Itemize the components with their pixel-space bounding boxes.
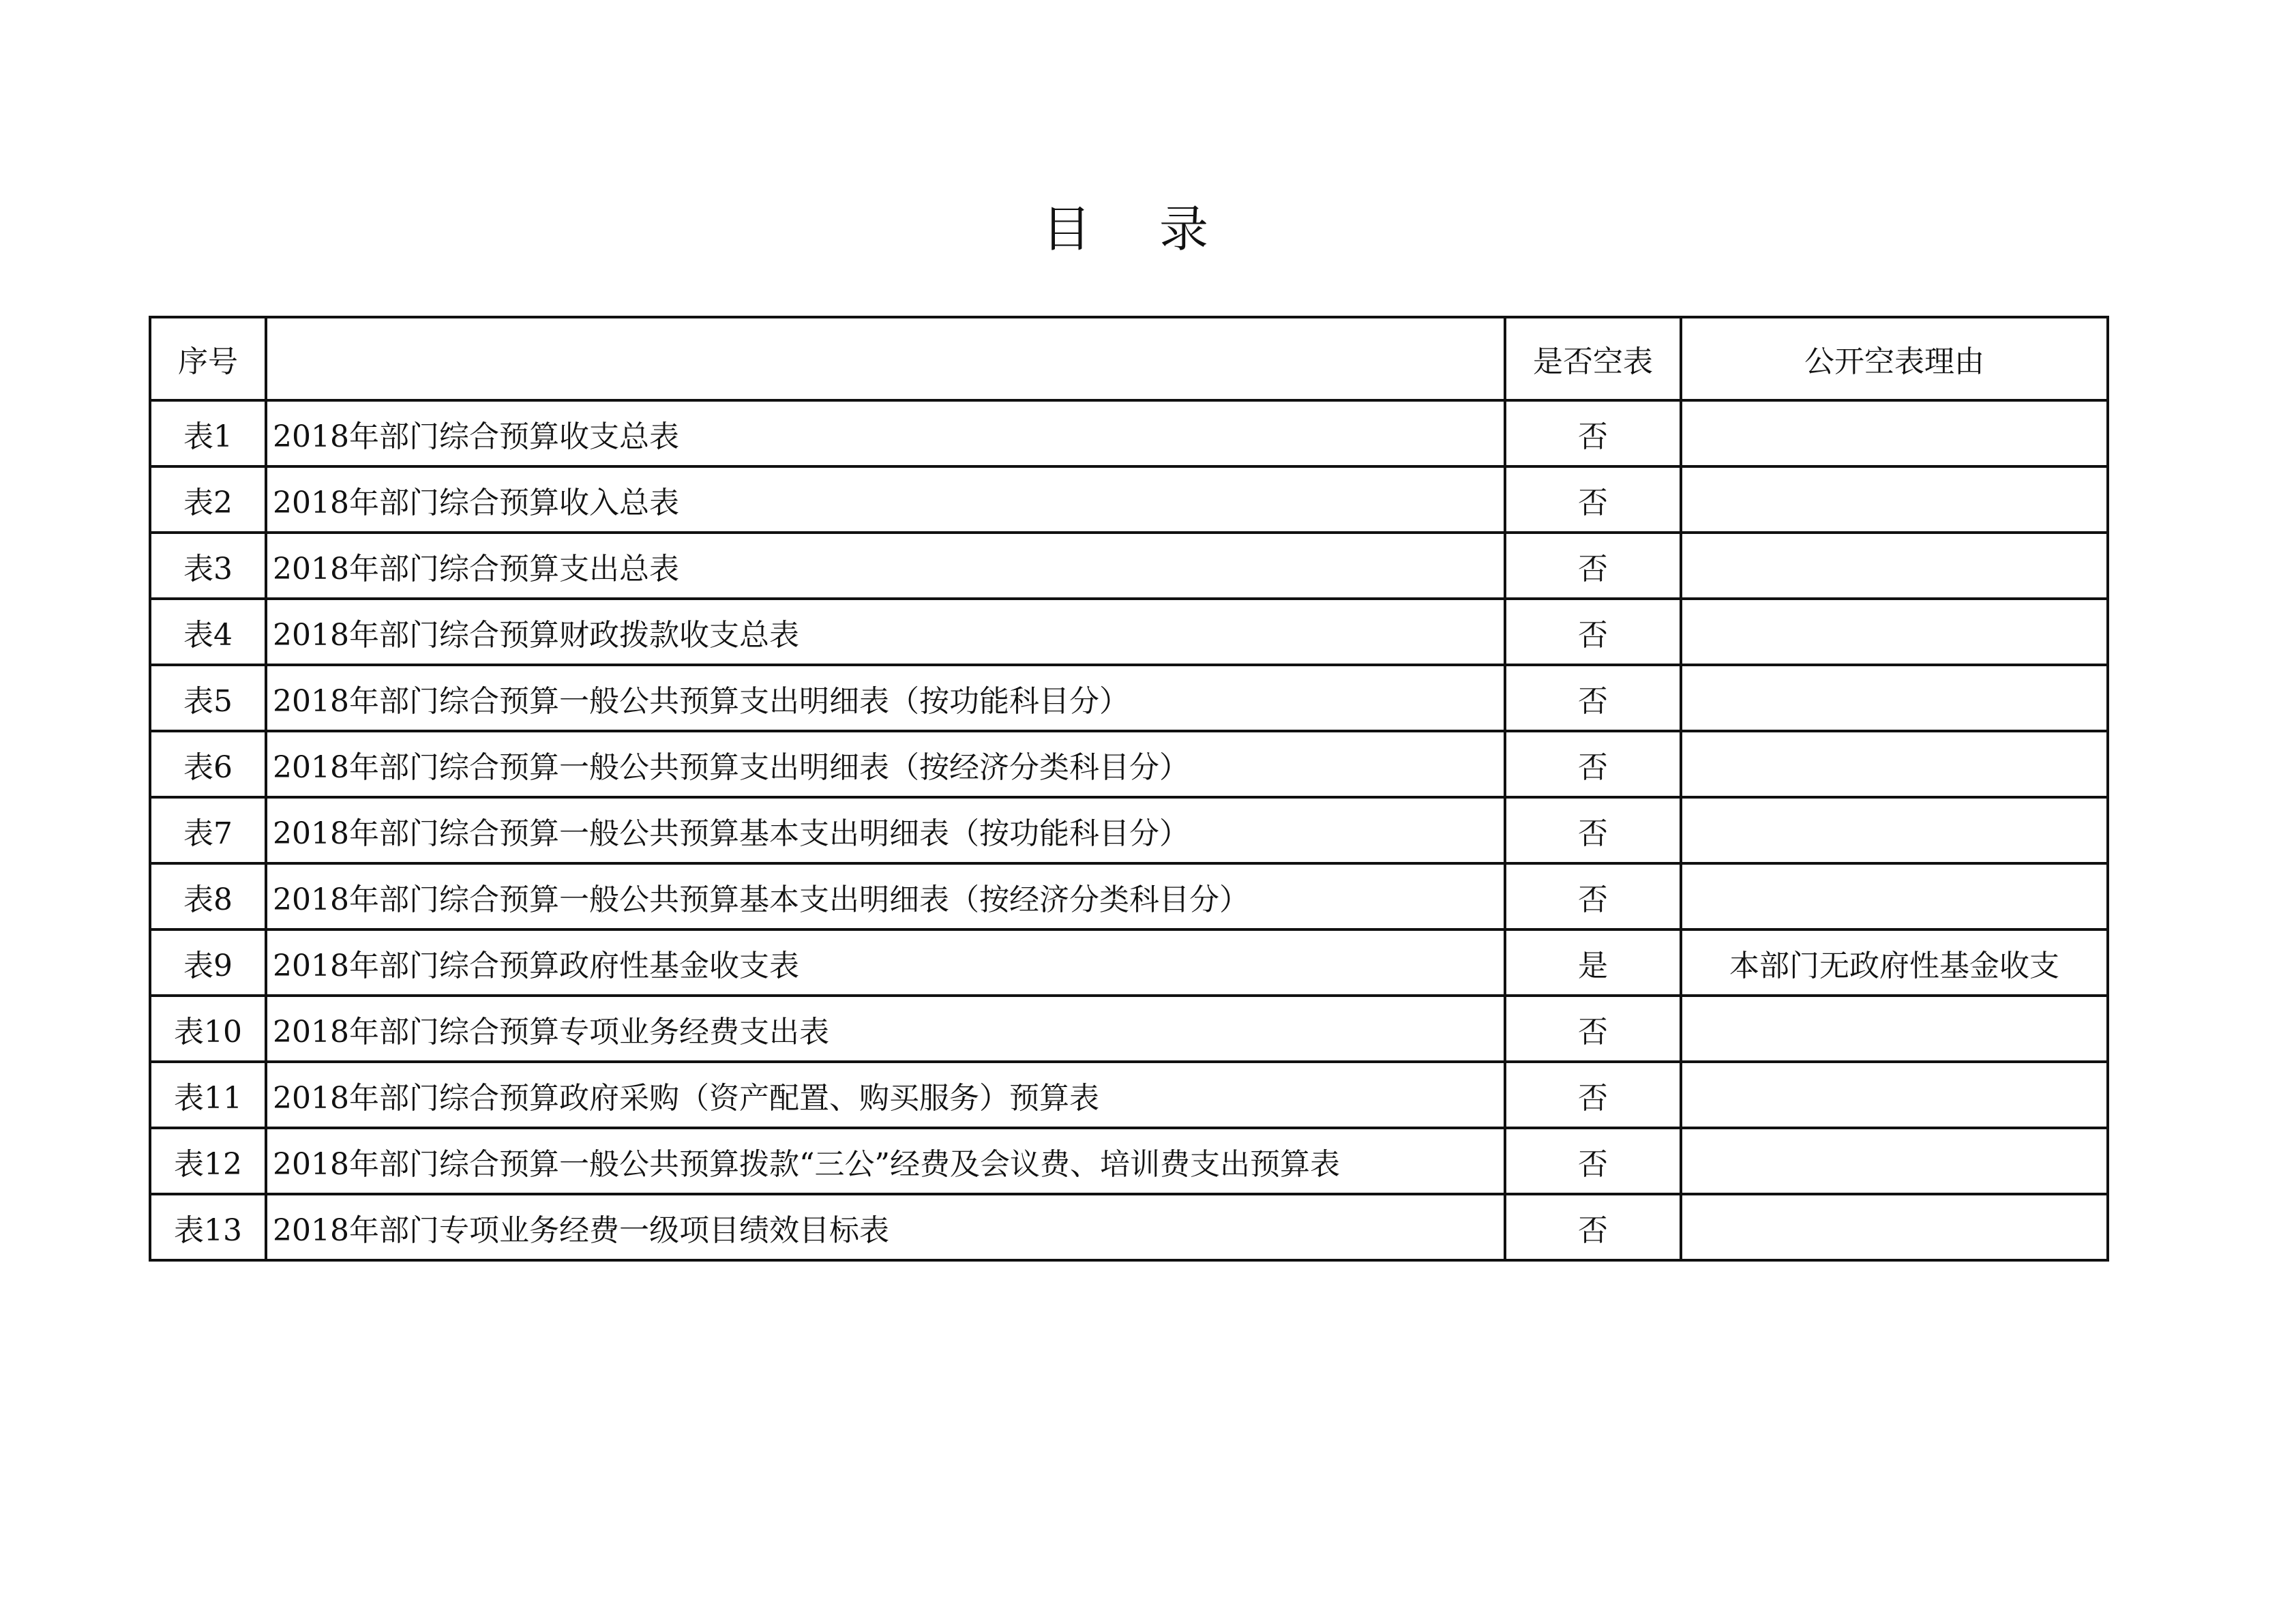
row-is-empty: 是 [1505, 929, 1681, 996]
table-row [150, 731, 2108, 797]
row-seq: 表7 [150, 797, 266, 863]
header-is-empty: 是否空表 [1505, 317, 1681, 400]
row-name: 2018年部门综合预算收入总表 [266, 466, 1505, 533]
row-seq: 表12 [150, 1128, 266, 1194]
row-reason [1681, 400, 2108, 466]
row-seq: 表9 [150, 929, 266, 996]
row-seq: 表10 [150, 996, 266, 1062]
row-is-empty: 否 [1505, 466, 1681, 533]
row-seq: 表11 [150, 1062, 266, 1128]
row-name: 2018年部门综合预算一般公共预算基本支出明细表（按经济分类科目分） [266, 863, 1505, 929]
header-reason: 公开空表理由 [1681, 317, 2108, 400]
row-seq: 表6 [150, 731, 266, 797]
row-seq: 表3 [150, 533, 266, 599]
header-seq: 序号 [150, 317, 266, 400]
row-seq: 表8 [150, 863, 266, 929]
row-is-empty: 否 [1505, 665, 1681, 731]
row-reason [1681, 797, 2108, 863]
row-reason [1681, 1194, 2108, 1260]
table-row [150, 929, 2108, 996]
table-row [150, 1194, 2108, 1260]
row-name: 2018年部门综合预算一般公共预算支出明细表（按功能科目分） [266, 665, 1505, 731]
row-name: 2018年部门综合预算一般公共预算支出明细表（按经济分类科目分） [266, 731, 1505, 797]
catalog-table [149, 316, 2109, 1262]
table-row [150, 797, 2108, 863]
row-is-empty: 否 [1505, 400, 1681, 466]
row-reason [1681, 665, 2108, 731]
row-is-empty: 否 [1505, 996, 1681, 1062]
row-is-empty: 否 [1505, 1194, 1681, 1260]
table-row [150, 533, 2108, 599]
row-seq: 表2 [150, 466, 266, 533]
row-reason [1681, 731, 2108, 797]
row-name: 2018年部门综合预算财政拨款收支总表 [266, 599, 1505, 665]
row-reason [1681, 996, 2108, 1062]
row-name: 2018年部门综合预算专项业务经费支出表 [266, 996, 1505, 1062]
row-reason [1681, 599, 2108, 665]
table-row [150, 400, 2108, 466]
row-is-empty: 否 [1505, 863, 1681, 929]
table-row [150, 466, 2108, 533]
row-reason: 本部门无政府性基金收支 [1681, 929, 2108, 996]
row-name: 2018年部门综合预算政府性基金收支表 [266, 929, 1505, 996]
row-name: 2018年部门综合预算收支总表 [266, 400, 1505, 466]
row-is-empty: 否 [1505, 1128, 1681, 1194]
row-reason [1681, 1128, 2108, 1194]
row-seq: 表13 [150, 1194, 266, 1260]
row-reason [1681, 863, 2108, 929]
row-name: 2018年部门专项业务经费一级项目绩效目标表 [266, 1194, 1505, 1260]
row-seq: 表4 [150, 599, 266, 665]
row-is-empty: 否 [1505, 731, 1681, 797]
table-row [150, 1062, 2108, 1128]
table-row [150, 996, 2108, 1062]
table-row [150, 1128, 2108, 1194]
row-reason [1681, 466, 2108, 533]
row-name: 2018年部门综合预算政府采购（资产配置、购买服务）预算表 [266, 1062, 1505, 1128]
row-name: 2018年部门综合预算一般公共预算拨款“三公”经费及会议费、培训费支出预算表 [266, 1128, 1505, 1194]
table-row [150, 665, 2108, 731]
header-name [266, 317, 1505, 400]
page-title: 目录 [1041, 200, 1277, 258]
table-row [150, 863, 2108, 929]
table-header-row [150, 317, 2108, 400]
row-name: 2018年部门综合预算支出总表 [266, 533, 1505, 599]
table-row [150, 599, 2108, 665]
row-reason [1681, 1062, 2108, 1128]
row-is-empty: 否 [1505, 599, 1681, 665]
row-seq: 表5 [150, 665, 266, 731]
row-reason [1681, 533, 2108, 599]
row-is-empty: 否 [1505, 533, 1681, 599]
row-is-empty: 否 [1505, 797, 1681, 863]
row-seq: 表1 [150, 400, 266, 466]
row-is-empty: 否 [1505, 1062, 1681, 1128]
row-name: 2018年部门综合预算一般公共预算基本支出明细表（按功能科目分） [266, 797, 1505, 863]
